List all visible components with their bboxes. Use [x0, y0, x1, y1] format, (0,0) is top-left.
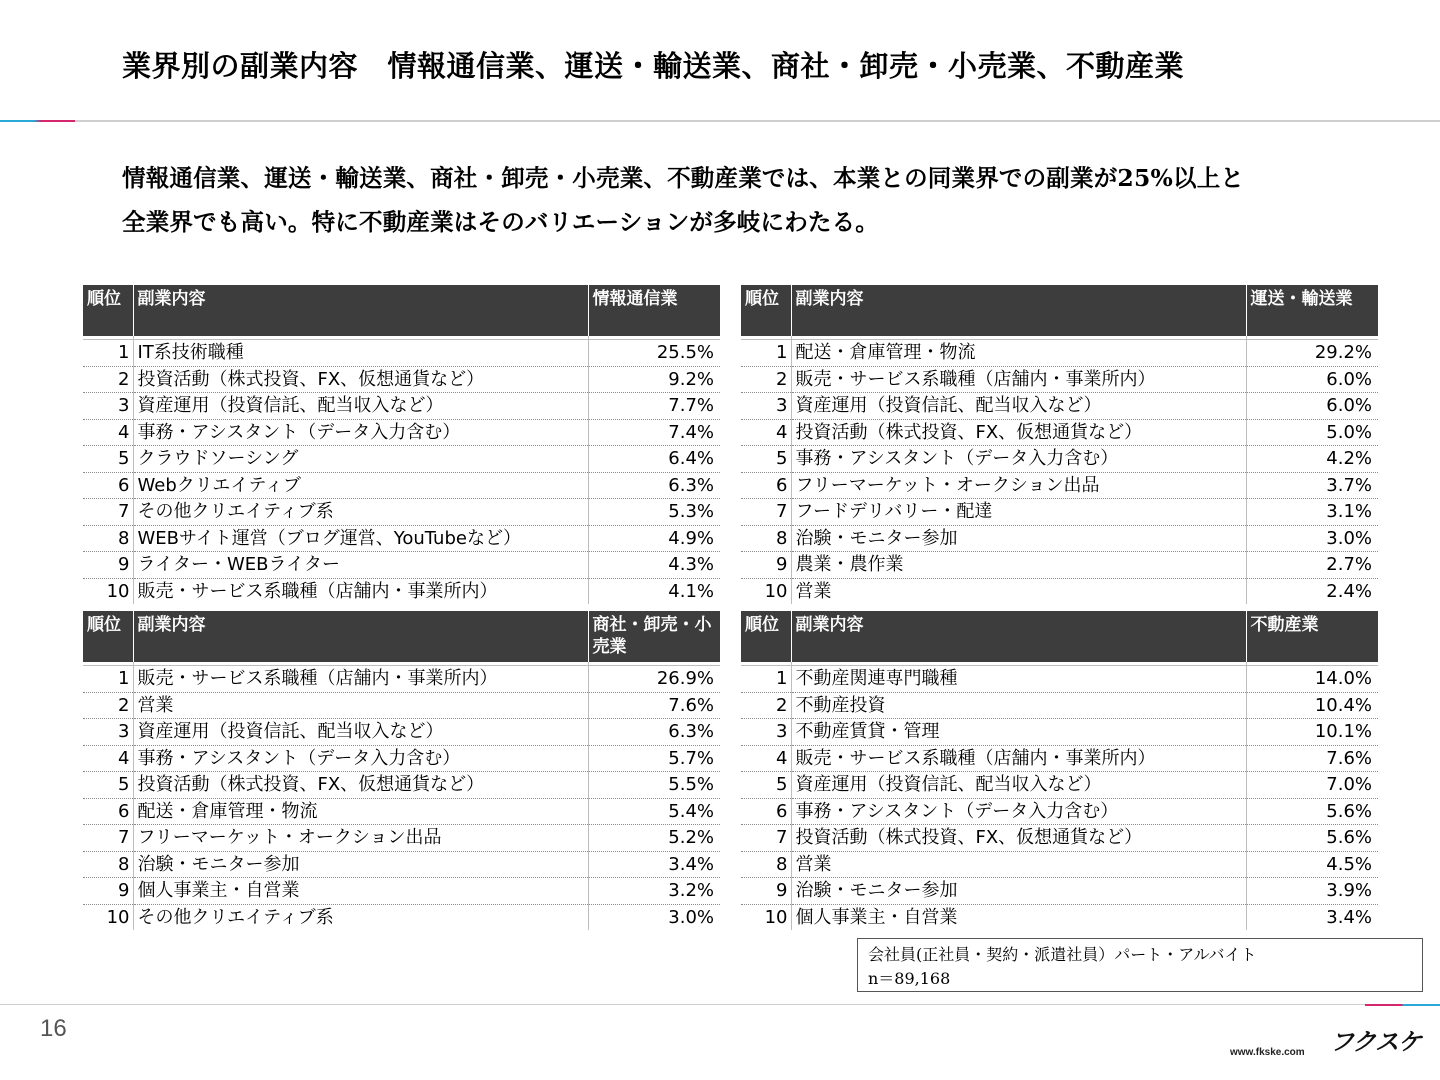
brand-url: www.fkske.com — [1230, 1047, 1305, 1058]
item-cell: ライター・WEBライター — [133, 552, 588, 579]
rank-cell: 8 — [83, 525, 133, 552]
item-cell: 配送・倉庫管理・物流 — [791, 340, 1246, 367]
table-header-row — [741, 285, 1378, 336]
rank-cell: 3 — [741, 719, 791, 746]
item-cell: 販売・サービス系職種（店舗内・事業所内） — [791, 366, 1246, 393]
header-item: 副業内容 — [133, 285, 588, 336]
percentage-cell: 4.9% — [588, 525, 720, 552]
item-cell: その他クリエイティブ系 — [133, 904, 588, 930]
item-cell: 資産運用（投資信託、配当収入など） — [791, 393, 1246, 420]
percentage-cell: 26.9% — [588, 666, 720, 693]
percentage-cell: 5.2% — [588, 825, 720, 852]
table-row — [83, 851, 720, 878]
table-row — [83, 525, 720, 552]
header-rank: 順位 — [83, 285, 133, 336]
percentage-cell: 10.1% — [1246, 719, 1378, 746]
item-cell: 事務・アシスタント（データ入力含む） — [791, 798, 1246, 825]
table-row — [741, 825, 1378, 852]
table-header-row — [83, 611, 720, 662]
summary-text — [122, 156, 1362, 244]
ranking-table-real-estate — [741, 611, 1378, 930]
item-cell: 事務・アシスタント（データ入力含む） — [791, 446, 1246, 473]
item-cell: 事務・アシスタント（データ入力含む） — [133, 745, 588, 772]
rank-cell: 9 — [83, 552, 133, 579]
table-row — [83, 692, 720, 719]
table-row — [83, 878, 720, 905]
table-row — [83, 719, 720, 746]
table-row — [83, 745, 720, 772]
item-cell: 投資活動（株式投資、FX、仮想通貨など） — [133, 772, 588, 799]
percentage-cell: 3.0% — [668, 906, 714, 928]
percentage-cell: 5.4% — [588, 798, 720, 825]
rank-cell: 1 — [83, 340, 133, 367]
table-row — [741, 666, 1378, 693]
table-row — [83, 825, 720, 852]
header-rank: 順位 — [83, 611, 133, 662]
rank-cell: 7 — [83, 825, 133, 852]
rank-cell: 8 — [741, 851, 791, 878]
summary-line-2: 全業界でも高い。特に不動産業はそのバリエーションが多岐にわたる。 — [122, 208, 879, 236]
rank-cell: 1 — [83, 666, 133, 693]
percentage-cell: 3.1% — [1246, 499, 1378, 526]
item-cell: 営業 — [791, 578, 1246, 604]
table-row — [83, 578, 720, 604]
item-cell: 資産運用（投資信託、配当収入など） — [791, 772, 1246, 799]
item-cell: 投資活動（株式投資、FX、仮想通貨など） — [791, 825, 1246, 852]
rank-cell: 5 — [83, 446, 133, 473]
percentage-cell: 3.9% — [1246, 878, 1378, 905]
table-row — [83, 552, 720, 579]
rank-cell: 5 — [83, 772, 133, 799]
table-row — [83, 798, 720, 825]
table-row — [741, 745, 1378, 772]
table-row — [83, 772, 720, 799]
percentage-cell: 5.5% — [588, 772, 720, 799]
item-cell: クラウドソーシング — [133, 446, 588, 473]
rank-cell: 9 — [741, 878, 791, 905]
percentage-cell: 6.3% — [588, 472, 720, 499]
table-row — [741, 472, 1378, 499]
item-cell: 配送・倉庫管理・物流 — [133, 798, 588, 825]
rank-cell: 10 — [741, 578, 791, 604]
header-rank: 順位 — [741, 285, 791, 336]
item-cell: フリーマーケット・オークション出品 — [133, 825, 588, 852]
rank-cell: 2 — [741, 366, 791, 393]
header-divider — [0, 120, 1440, 122]
percentage-cell: 3.2% — [588, 878, 720, 905]
item-cell: 個人事業主・自営業 — [133, 878, 588, 905]
rank-cell: 6 — [741, 798, 791, 825]
header-industry: 情報通信業 — [588, 285, 720, 336]
percentage-cell: 5.6% — [1246, 825, 1378, 852]
rank-cell: 5 — [741, 446, 791, 473]
table-row — [83, 472, 720, 499]
table-row — [741, 446, 1378, 473]
item-cell: 営業 — [133, 692, 588, 719]
rank-cell: 3 — [83, 719, 133, 746]
rank-cell: 2 — [83, 692, 133, 719]
percentage-cell: 3.4% — [1326, 906, 1372, 928]
percentage-cell: 7.0% — [1246, 772, 1378, 799]
percentage-cell: 6.0% — [1246, 366, 1378, 393]
header-accent-bar — [0, 120, 75, 122]
percentage-cell: 4.1% — [668, 580, 714, 602]
table-row — [83, 340, 720, 367]
item-cell: 販売・サービス系職種（店舗内・事業所内） — [791, 745, 1246, 772]
item-cell: 投資活動（株式投資、FX、仮想通貨など） — [133, 366, 588, 393]
rank-cell: 10 — [83, 904, 133, 930]
rank-cell: 2 — [741, 692, 791, 719]
table-row — [741, 692, 1378, 719]
percentage-cell: 7.4% — [588, 419, 720, 446]
header-industry: 運送・輸送業 — [1246, 285, 1378, 336]
rank-cell: 4 — [83, 745, 133, 772]
table-row — [83, 499, 720, 526]
footer-divider — [0, 1004, 1440, 1005]
percentage-cell: 9.2% — [588, 366, 720, 393]
footer-accent-bar — [1365, 1004, 1440, 1006]
percentage-cell: 5.6% — [1246, 798, 1378, 825]
percentage-cell: 6.3% — [588, 719, 720, 746]
brand-logo: フクスケ — [1330, 1028, 1422, 1056]
item-cell: Webクリエイティブ — [133, 472, 588, 499]
rank-cell: 6 — [83, 798, 133, 825]
percentage-cell: 10.4% — [1246, 692, 1378, 719]
item-cell: 事務・アシスタント（データ入力含む） — [133, 419, 588, 446]
percentage-cell: 4.5% — [1246, 851, 1378, 878]
rank-cell: 4 — [83, 419, 133, 446]
item-cell: フリーマーケット・オークション出品 — [791, 472, 1246, 499]
rank-cell: 4 — [741, 419, 791, 446]
table-row — [741, 366, 1378, 393]
page-number: 16 — [40, 1015, 67, 1042]
rank-cell: 6 — [741, 472, 791, 499]
table-row — [83, 393, 720, 420]
percentage-cell: 14.0% — [1246, 666, 1378, 693]
percentage-cell: 7.6% — [588, 692, 720, 719]
percentage-cell: 7.6% — [1246, 745, 1378, 772]
header-item: 副業内容 — [133, 611, 588, 662]
summary-line-1: 情報通信業、運送・輸送業、商社・卸売・小売業、不動産業では、本業との同業界での副業が25%以上と — [122, 164, 1245, 192]
table-row — [83, 419, 720, 446]
percentage-cell: 3.4% — [588, 851, 720, 878]
item-cell: 資産運用（投資信託、配当収入など） — [133, 393, 588, 420]
percentage-cell: 2.4% — [1326, 580, 1372, 602]
rank-cell: 1 — [741, 340, 791, 367]
percentage-cell: 6.4% — [588, 446, 720, 473]
item-cell: IT系技術職種 — [133, 340, 588, 367]
rank-cell: 1 — [741, 666, 791, 693]
percentage-cell: 7.7% — [588, 393, 720, 420]
table-row — [741, 798, 1378, 825]
percentage-cell: 5.3% — [588, 499, 720, 526]
rank-cell: 10 — [83, 578, 133, 604]
rank-cell: 8 — [741, 525, 791, 552]
sample-note-n: n＝89,168 — [868, 969, 951, 988]
table-row — [741, 719, 1378, 746]
item-cell: フードデリバリー・配達 — [791, 499, 1246, 526]
item-cell: WEBサイト運営（ブログ運営、YouTubeなど） — [133, 525, 588, 552]
item-cell: 治験・モニター参加 — [133, 851, 588, 878]
rank-cell: 5 — [741, 772, 791, 799]
header-item: 副業内容 — [791, 611, 1246, 662]
page-title: 業界別の副業内容 情報通信業、運送・輸送業、商社・卸売・小売業、不動産業 — [122, 49, 1185, 83]
percentage-cell: 29.2% — [1246, 340, 1378, 367]
rank-cell: 2 — [83, 366, 133, 393]
header-industry: 不動産業 — [1246, 611, 1378, 662]
item-cell: 営業 — [791, 851, 1246, 878]
table-row — [83, 366, 720, 393]
table-row — [83, 446, 720, 473]
item-cell: 不動産関連専門職種 — [791, 666, 1246, 693]
percentage-cell: 3.7% — [1246, 472, 1378, 499]
percentage-cell: 5.7% — [588, 745, 720, 772]
item-cell: 個人事業主・自営業 — [791, 904, 1246, 930]
header-industry: 商社・卸売・小売業 — [588, 611, 720, 662]
percentage-cell: 25.5% — [588, 340, 720, 367]
rank-cell: 10 — [741, 904, 791, 930]
table-row — [83, 904, 720, 930]
rank-cell: 6 — [83, 472, 133, 499]
table-row — [741, 904, 1378, 930]
table-header-row — [741, 611, 1378, 662]
table-row — [83, 666, 720, 693]
table-row — [741, 552, 1378, 579]
ranking-table-information-communication — [83, 285, 720, 604]
item-cell: 不動産賃貸・管理 — [791, 719, 1246, 746]
sample-note-population: 会社員(正社員・契約・派遣社員）パート・アルバイト — [868, 945, 1257, 964]
rank-cell: 7 — [741, 825, 791, 852]
ranking-table-trading-wholesale-retail — [83, 611, 720, 930]
header-rank: 順位 — [741, 611, 791, 662]
table-row — [741, 851, 1378, 878]
percentage-cell: 4.3% — [588, 552, 720, 579]
rank-cell: 7 — [83, 499, 133, 526]
table-row — [741, 772, 1378, 799]
percentage-cell: 4.2% — [1246, 446, 1378, 473]
rank-cell: 4 — [741, 745, 791, 772]
rank-cell: 9 — [83, 878, 133, 905]
percentage-cell: 3.0% — [1246, 525, 1378, 552]
table-row — [741, 419, 1378, 446]
item-cell: 不動産投資 — [791, 692, 1246, 719]
item-cell: 投資活動（株式投資、FX、仮想通貨など） — [791, 419, 1246, 446]
table-row — [741, 578, 1378, 604]
percentage-cell: 6.0% — [1246, 393, 1378, 420]
rank-cell: 3 — [741, 393, 791, 420]
ranking-table-transport — [741, 285, 1378, 604]
item-cell: 治験・モニター参加 — [791, 525, 1246, 552]
table-row — [741, 878, 1378, 905]
item-cell: 治験・モニター参加 — [791, 878, 1246, 905]
table-row — [741, 340, 1378, 367]
item-cell: 農業・農作業 — [791, 552, 1246, 579]
table-row — [741, 499, 1378, 526]
rank-cell: 9 — [741, 552, 791, 579]
item-cell: 販売・サービス系職種（店舗内・事業所内） — [133, 578, 588, 604]
header-item: 副業内容 — [791, 285, 1246, 336]
percentage-cell: 2.7% — [1246, 552, 1378, 579]
table-row — [741, 525, 1378, 552]
item-cell: 資産運用（投資信託、配当収入など） — [133, 719, 588, 746]
table-header-row — [83, 285, 720, 336]
percentage-cell: 5.0% — [1246, 419, 1378, 446]
table-row — [741, 393, 1378, 420]
sample-note — [857, 938, 1423, 992]
item-cell: 販売・サービス系職種（店舗内・事業所内） — [133, 666, 588, 693]
item-cell: その他クリエイティブ系 — [133, 499, 588, 526]
rank-cell: 7 — [741, 499, 791, 526]
rank-cell: 3 — [83, 393, 133, 420]
rank-cell: 8 — [83, 851, 133, 878]
